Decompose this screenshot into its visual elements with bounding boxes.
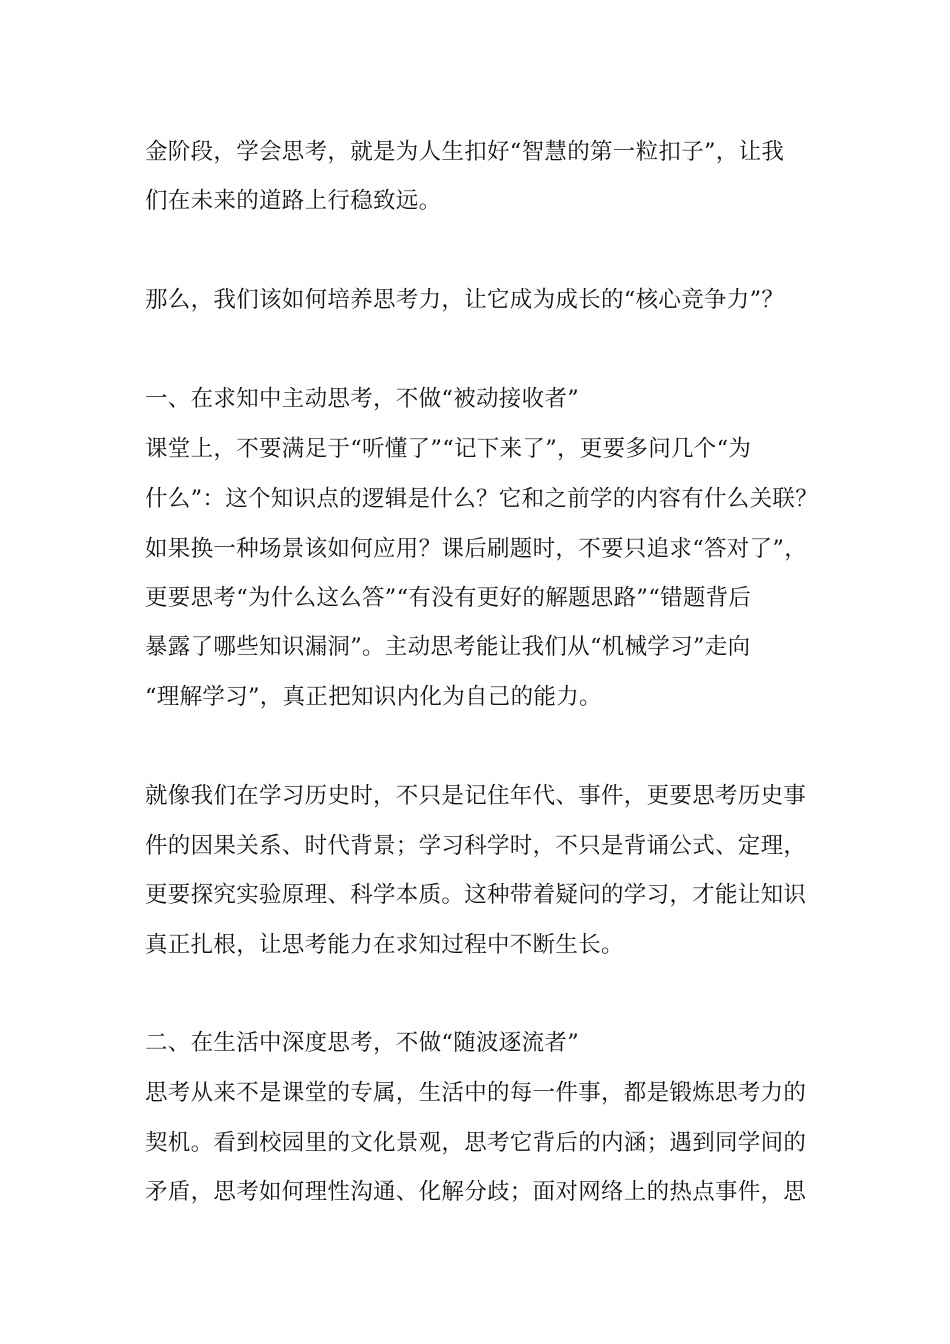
text-line: 什么”：这个知识点的逻辑是什么？它和之前学的内容有什么关联？ [145,486,819,512]
text-line: 如果换一种场景该如何应用？课后刷题时，不要只追求“答对了”， [145,536,808,562]
text-line: 思考从来不是课堂的专属，生活中的每一件事，都是锻炼思考力的 [145,1080,807,1106]
text-line: 暴露了哪些知识漏洞”。主动思考能让我们从“机械学习”走向 [145,634,751,660]
section-heading: 二、在生活中深度思考，不做“随波逐流者” [145,1030,580,1056]
text-line: 矛盾，思考如何理性沟通、化解分歧；面对网络上的热点事件，思 [145,1179,807,1205]
text-line: 课堂上，不要满足于“听懂了”“记下来了”，更要多问几个“为 [145,436,752,462]
text-line: 就像我们在学习历史时，不只是记住年代、事件，更要思考历史事 [145,783,807,809]
text-line: 件的因果关系、时代背景；学习科学时，不只是背诵公式、定理， [145,833,807,859]
text-line: 那么，我们该如何培养思考力，让它成为成长的“核心竞争力”？ [145,287,785,313]
text-line: 们在未来的道路上行稳致远。 [145,188,442,214]
text-line: 真正扎根，让思考能力在求知过程中不断生长。 [145,932,624,958]
section-heading: 一、在求知中主动思考，不做“被动接收者” [145,386,580,412]
text-line: 契机。看到校园里的文化景观，思考它背后的内涵；遇到同学间的 [145,1130,807,1156]
text-line: 金阶段，学会思考，就是为人生扣好“智慧的第一粒扣子”，让我 [145,139,785,165]
text-line: 更要探究实验原理、科学本质。这种带着疑问的学习，才能让知识 [145,882,807,908]
text-line: 更要思考“为什么这么答”“有没有更好的解题思路”“错题背后 [145,585,752,611]
text-line: “理解学习”，真正把知识内化为自己的能力。 [145,684,602,710]
